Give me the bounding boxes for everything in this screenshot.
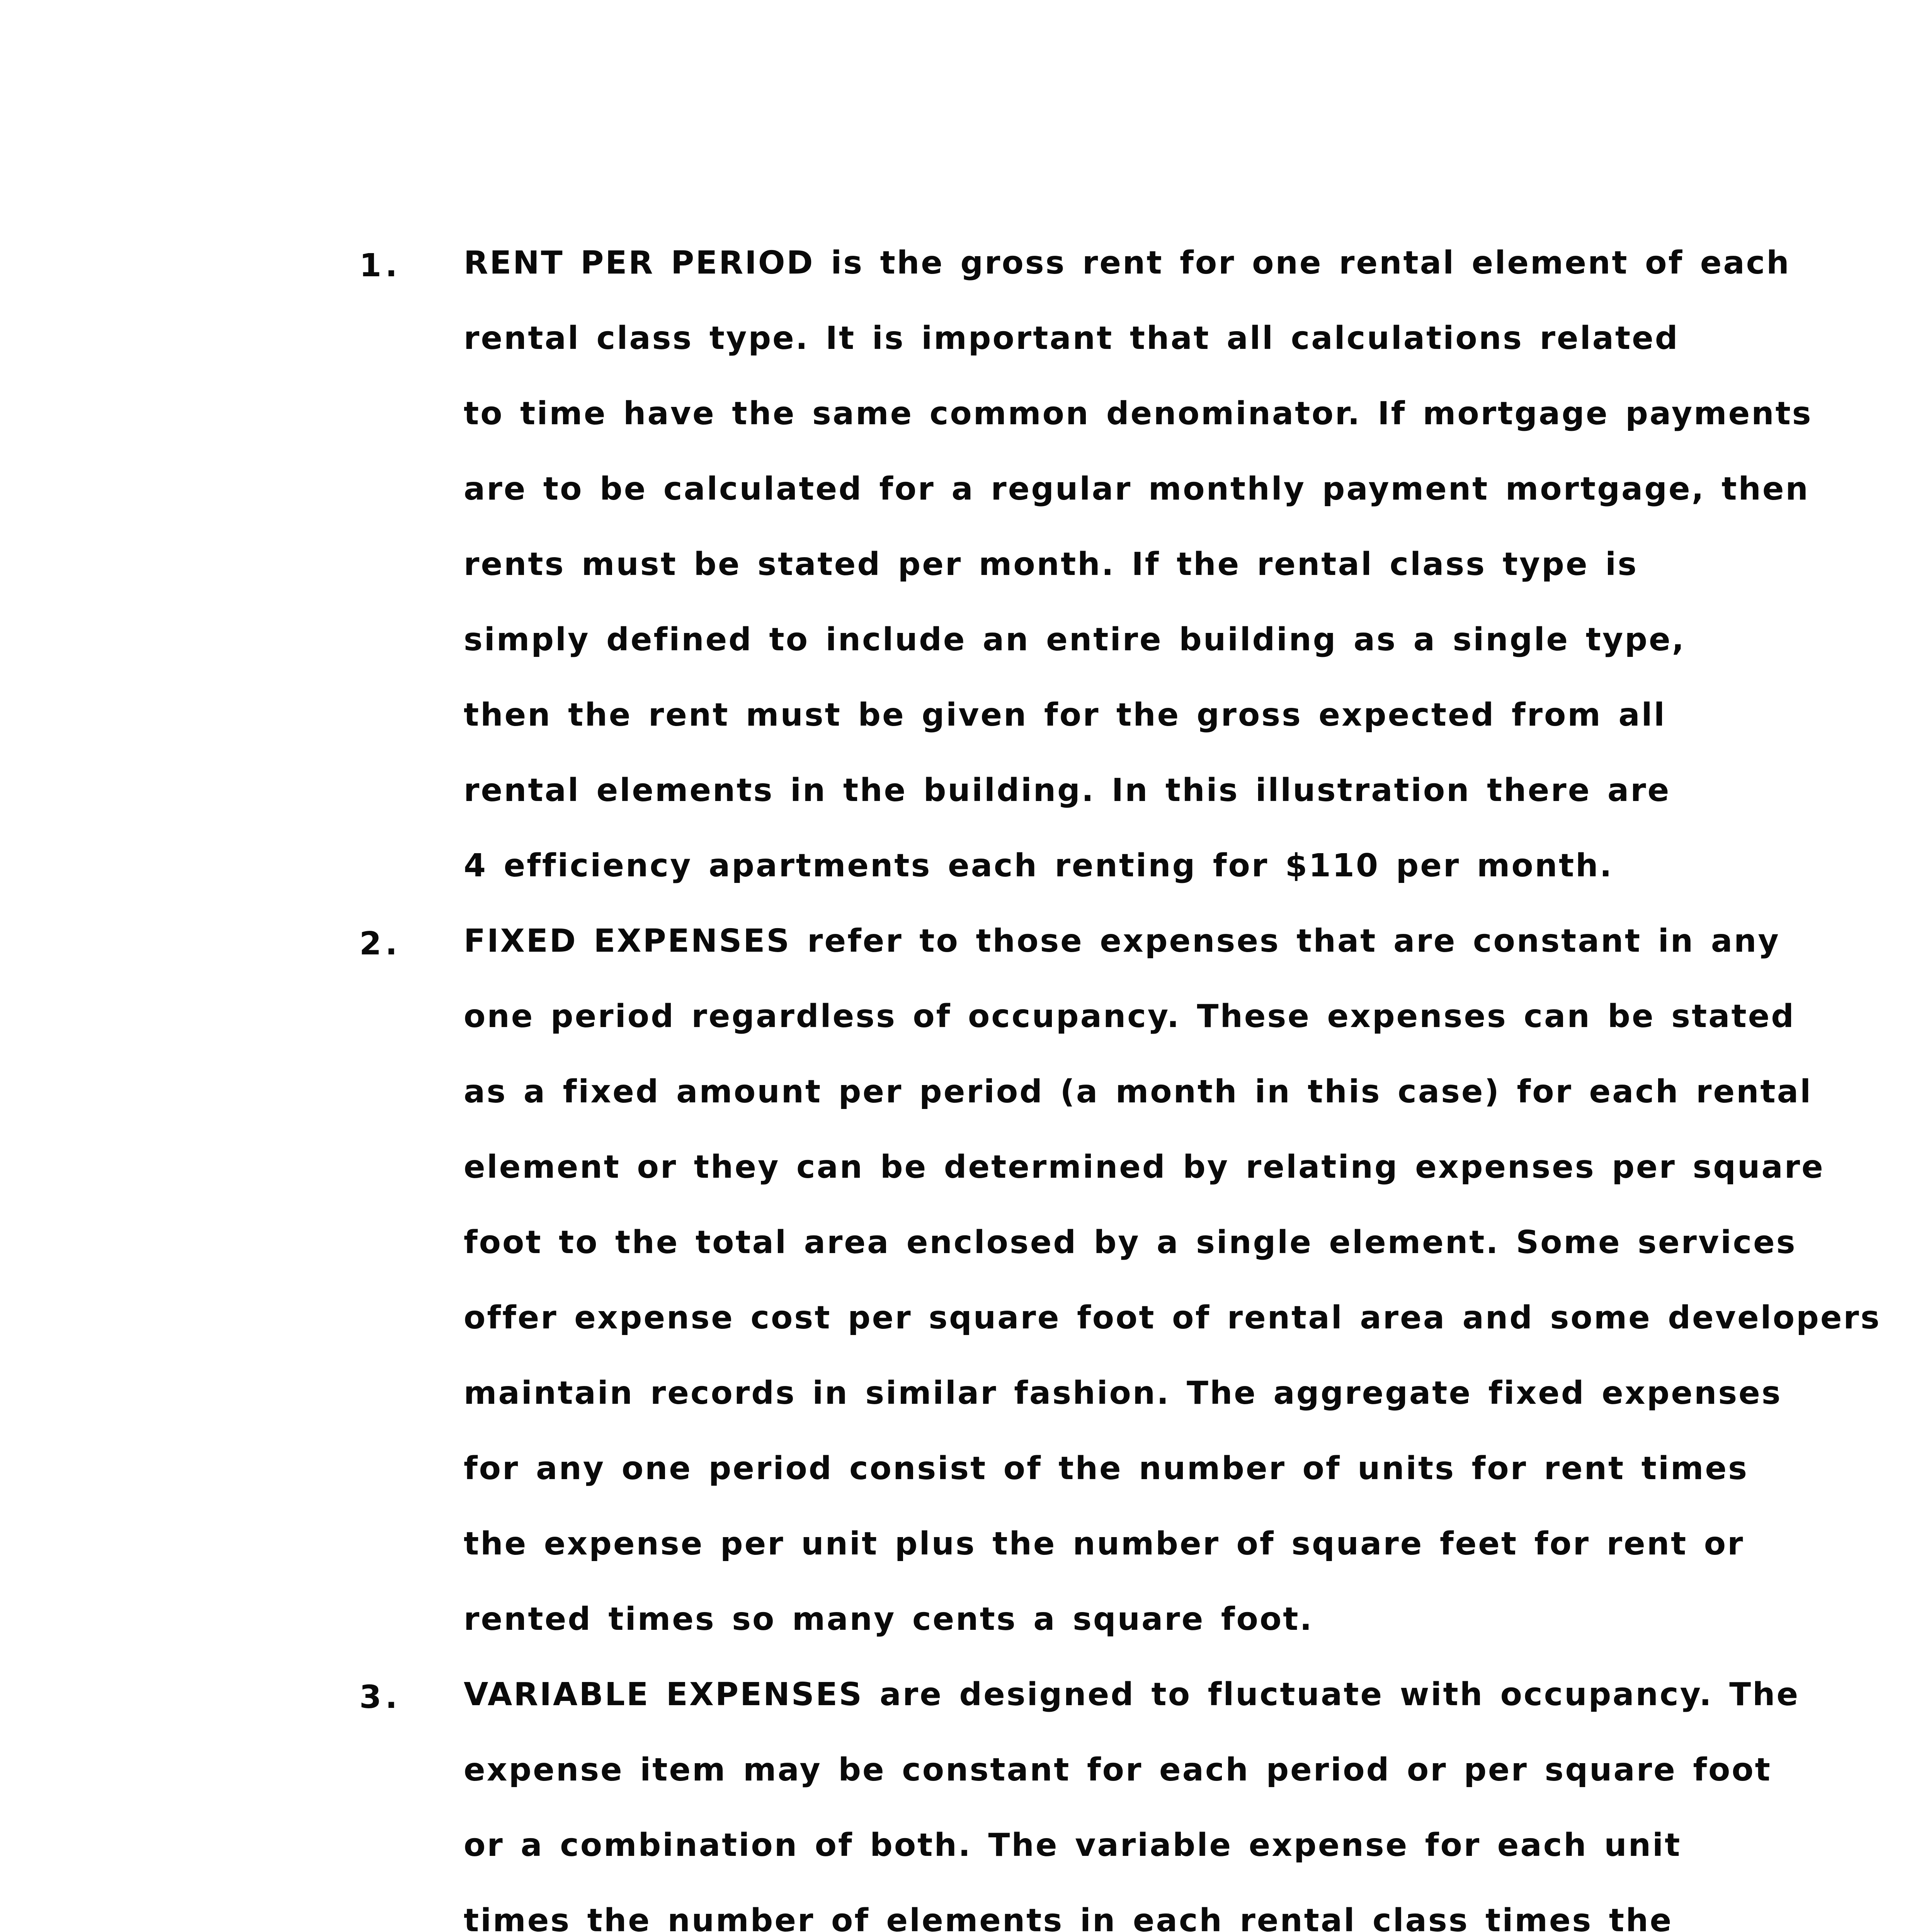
text-line: times the number of elements in each rental class times the: [464, 1902, 1673, 1932]
text-line: to time have the same common denominator. If mortgage payments: [464, 395, 1813, 432]
text-line: offer expense cost per square foot of rental area and some developers: [464, 1299, 1881, 1336]
text-line: RENT PER PERIOD is the gross rent for one rental element of each: [464, 245, 1791, 281]
text-line: foot to the total area enclosed by a single element. Some services: [464, 1224, 1797, 1261]
text-line: simply defined to include an entire building as a single type,: [464, 621, 1686, 658]
text-line: as a fixed amount per period (a month in this case) for each rental: [464, 1073, 1813, 1110]
text-line: expense item may be constant for each period or per square foot: [464, 1752, 1772, 1788]
text-line: rental elements in the building. In this illustration there are: [464, 772, 1671, 809]
text-line: VARIABLE EXPENSES are designed to fluctuate with occupancy. The: [464, 1676, 1800, 1713]
text-line: maintain records in similar fashion. The aggregate fixed expenses: [464, 1375, 1782, 1412]
text-line: the expense per unit plus the number of square feet for rent or: [464, 1526, 1745, 1562]
item-number: 1.: [359, 247, 401, 284]
text-line: or a combination of both. The variable expense for each unit: [464, 1827, 1682, 1864]
item-number: 2.: [359, 925, 401, 962]
text-line: one period regardless of occupancy. These expenses can be stated: [464, 998, 1795, 1035]
text-line: then the rent must be given for the gross expected from all: [464, 697, 1666, 733]
text-line: for any one period consist of the number of units for rent times: [464, 1450, 1749, 1487]
text-line: are to be calculated for a regular monthly payment mortgage, then: [464, 471, 1810, 507]
text-line: FIXED EXPENSES refer to those expenses that are constant in any: [464, 923, 1780, 959]
text-line: 4 efficiency apartments each renting for $110 per month.: [464, 847, 1613, 884]
text-line: element or they can be determined by relating expenses per square: [464, 1149, 1825, 1185]
text-line: rental class type. It is important that all calculations related: [464, 320, 1679, 357]
item-number: 3.: [359, 1679, 401, 1716]
text-line: rents must be stated per month. If the rental class type is: [464, 546, 1638, 583]
text-line: rented times so many cents a square foot.: [464, 1601, 1313, 1638]
